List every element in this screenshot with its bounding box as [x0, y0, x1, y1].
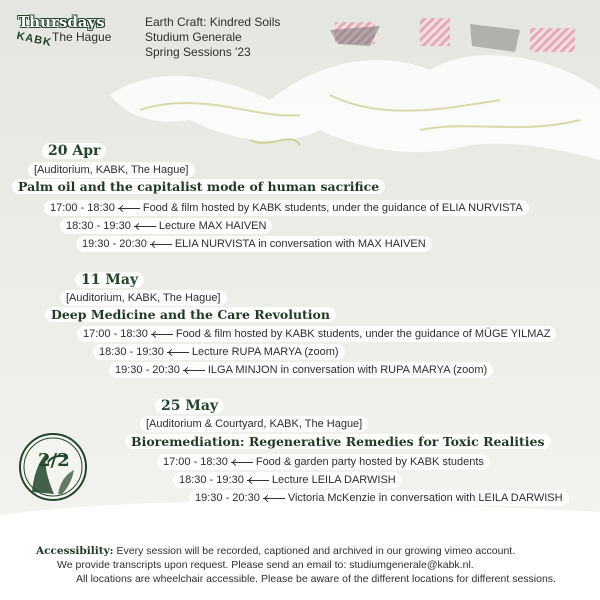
footer-line-3: All locations are wheelchair accessible. Please be aware of the different locations for different sessions. — [76, 573, 556, 585]
arrow-icon — [151, 334, 173, 335]
arrow-icon — [231, 462, 253, 463]
arrow-icon — [150, 244, 172, 245]
badge-label: 2/2 — [38, 450, 70, 471]
footer-line-2: We provide transcripts upon request. Please send an email to: studiumgenerale@kabk.nl. — [57, 559, 474, 571]
arrow-icon — [183, 370, 205, 371]
session-3-location: [Auditorium & Courtyard, KABK, The Hague] — [140, 416, 368, 432]
session-3-date: 25 May — [155, 398, 224, 414]
accessibility-label: Accessibility: — [36, 545, 114, 557]
arrow-icon — [167, 352, 189, 353]
kabk-logo: KABK — [15, 30, 53, 50]
host-label: Studium Generale — [145, 30, 242, 44]
session-2-item-1: 17:00 - 18:30 Food & film hosted by KABK students, under the guidance of MÜGE YILMAZ — [77, 326, 556, 342]
session-1-date: 20 Apr — [42, 143, 106, 159]
arrow-icon — [118, 208, 140, 209]
session-2-item-3: 19:30 - 20:30 ILGA MINJON in conversation with RUPA MARYA (zoom) — [109, 362, 493, 378]
session-2-location: [Auditorium, KABK, The Hague] — [60, 290, 227, 306]
arrow-icon — [134, 226, 156, 227]
session-2-title: Deep Medicine and the Care Revolution — [45, 307, 336, 322]
season-label: Spring Sessions '23 — [145, 45, 251, 59]
session-1-title: Palm oil and the capitalist mode of human sacrifice — [12, 179, 385, 194]
session-2-item-2: 18:30 - 19:30 Lecture RUPA MARYA (zoom) — [93, 344, 345, 360]
session-badge — [18, 432, 88, 502]
session-2-date: 11 May — [75, 272, 144, 288]
city-label: The Hague — [52, 30, 112, 44]
session-3-title: Bioremediation: Regenerative Remedies for Toxic Realities — [125, 434, 551, 449]
session-1-location: [Auditorium, KABK, The Hague] — [28, 162, 195, 178]
session-1-item-1: 17:00 - 18:30 Food & film hosted by KABK students, under the guidance of ELIA NURVISTA — [44, 200, 529, 216]
session-1-item-3: 19:30 - 20:30 ELIA NURVISTA in conversation with MAX HAIVEN — [76, 236, 432, 252]
day-logo: Thursdays — [18, 13, 105, 31]
session-3-item-2: 18:30 - 19:30 Lecture LEILA DARWISH — [173, 472, 402, 488]
session-3-item-3: 19:30 - 20:30 Victoria McKenzie in conversation with LEILA DARWISH — [189, 490, 569, 506]
arrow-icon — [247, 480, 269, 481]
session-3-item-1: 17:00 - 18:30 Food & garden party hosted by KABK students — [157, 454, 490, 470]
footer-line-1: Accessibility: Every session will be recorded, captioned and archived in our growing vimeo account. — [36, 545, 516, 557]
arrow-icon — [263, 498, 285, 499]
series-title: Earth Craft: Kindred Soils — [145, 15, 281, 29]
session-1-item-2: 18:30 - 19:30 Lecture MAX HAIVEN — [60, 218, 272, 234]
